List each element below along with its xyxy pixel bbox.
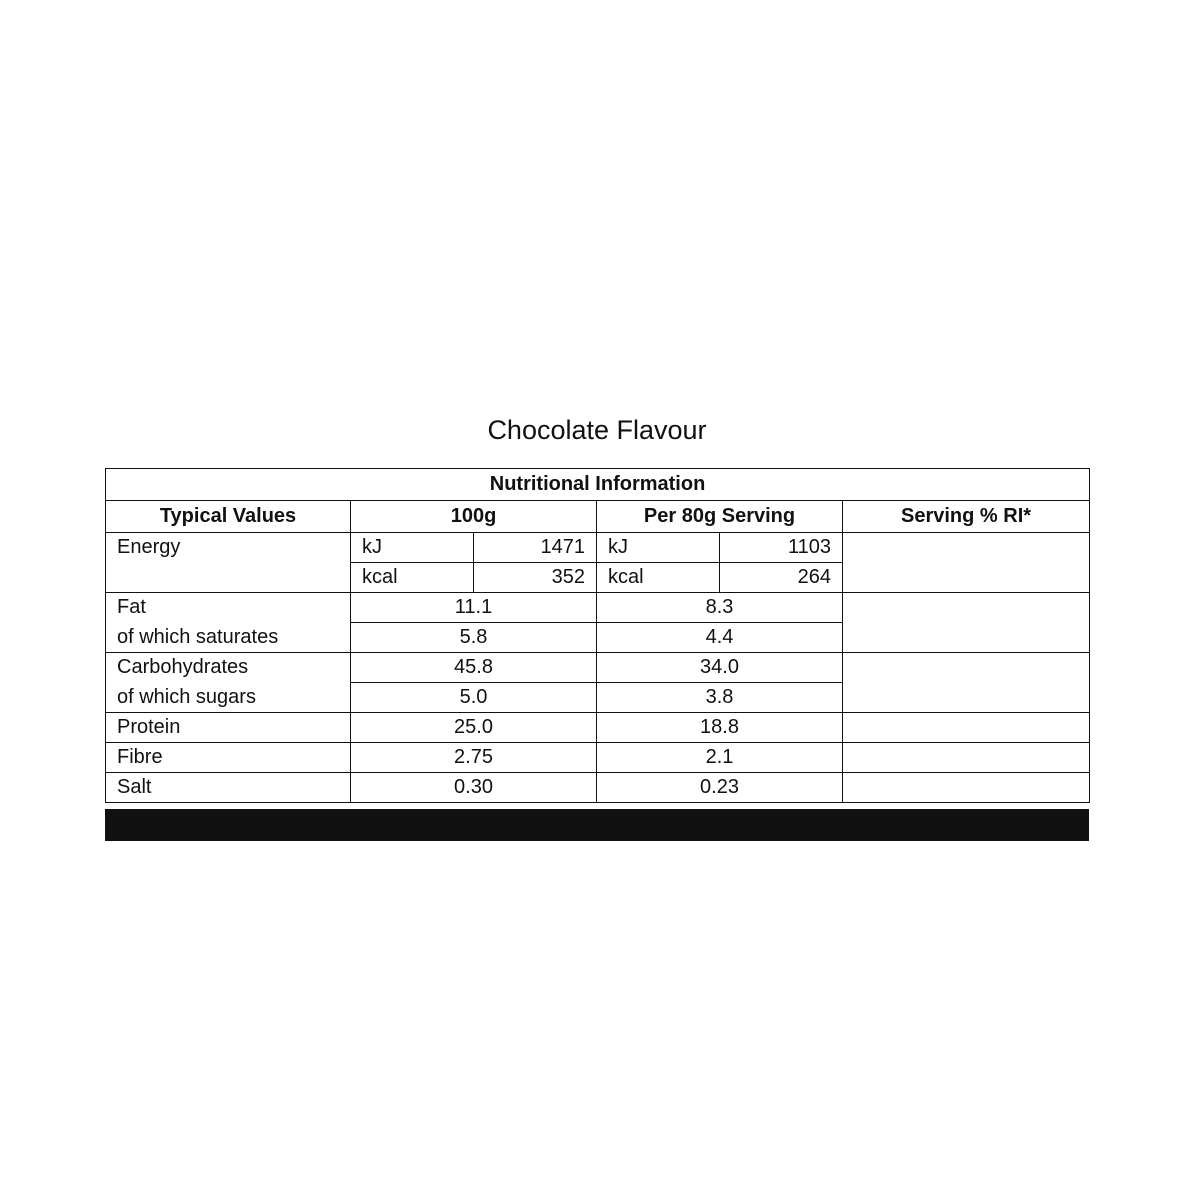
fat-ri-cell bbox=[843, 593, 1090, 653]
header-serving-ri: Serving % RI* bbox=[843, 501, 1090, 533]
table-row-fat bbox=[106, 593, 1090, 623]
table-row-energy-kj bbox=[106, 533, 1090, 563]
table-row-salt bbox=[106, 773, 1090, 803]
fibre-ri-cell bbox=[843, 743, 1090, 773]
carbohydrates-value-100g: 45.8 bbox=[351, 653, 597, 683]
energy-kj-unit-serving: kJ bbox=[597, 533, 720, 563]
fibre-label: Fibre bbox=[106, 743, 351, 773]
sugars-value-100g: 5.0 bbox=[351, 683, 597, 713]
protein-value-serving: 18.8 bbox=[597, 713, 843, 743]
energy-ri-cell bbox=[843, 533, 1090, 593]
protein-label: Protein bbox=[106, 713, 351, 743]
sugars-label: of which sugars bbox=[106, 683, 351, 713]
salt-ri-cell bbox=[843, 773, 1090, 803]
energy-kcal-unit-100g: kcal bbox=[351, 563, 474, 593]
energy-kj-unit-100g: kJ bbox=[351, 533, 474, 563]
table-row-carbohydrates bbox=[106, 653, 1090, 683]
table-caption: Nutritional Information bbox=[106, 469, 1090, 501]
fat-value-100g: 11.1 bbox=[351, 593, 597, 623]
table-row-protein bbox=[106, 713, 1090, 743]
protein-ri-cell bbox=[843, 713, 1090, 743]
fat-label: Fat bbox=[106, 593, 351, 623]
salt-value-serving: 0.23 bbox=[597, 773, 843, 803]
protein-value-100g: 25.0 bbox=[351, 713, 597, 743]
energy-kcal-value-serving: 264 bbox=[720, 563, 843, 593]
energy-kj-value-100g: 1471 bbox=[474, 533, 597, 563]
salt-label: Salt bbox=[106, 773, 351, 803]
table-footer-bar bbox=[105, 809, 1089, 841]
energy-kcal-value-100g: 352 bbox=[474, 563, 597, 593]
sugars-value-serving: 3.8 bbox=[597, 683, 843, 713]
table-row-fibre bbox=[106, 743, 1090, 773]
carbohydrates-value-serving: 34.0 bbox=[597, 653, 843, 683]
fibre-value-serving: 2.1 bbox=[597, 743, 843, 773]
header-typical-values: Typical Values bbox=[106, 501, 351, 533]
table-header-row bbox=[106, 501, 1090, 533]
saturates-label: of which saturates bbox=[106, 623, 351, 653]
nutrition-table bbox=[105, 468, 1090, 803]
header-per-serving: Per 80g Serving bbox=[597, 501, 843, 533]
carbohydrates-ri-cell bbox=[843, 653, 1090, 713]
header-100g: 100g bbox=[351, 501, 597, 533]
energy-kcal-unit-serving: kcal bbox=[597, 563, 720, 593]
fibre-value-100g: 2.75 bbox=[351, 743, 597, 773]
carbohydrates-label: Carbohydrates bbox=[106, 653, 351, 683]
fat-value-serving: 8.3 bbox=[597, 593, 843, 623]
energy-label: Energy bbox=[106, 533, 351, 593]
salt-value-100g: 0.30 bbox=[351, 773, 597, 803]
page-title: Chocolate Flavour bbox=[487, 415, 707, 445]
energy-kj-value-serving: 1103 bbox=[720, 533, 843, 563]
table-caption-row bbox=[106, 469, 1090, 501]
saturates-value-serving: 4.4 bbox=[597, 623, 843, 653]
saturates-value-100g: 5.8 bbox=[351, 623, 597, 653]
